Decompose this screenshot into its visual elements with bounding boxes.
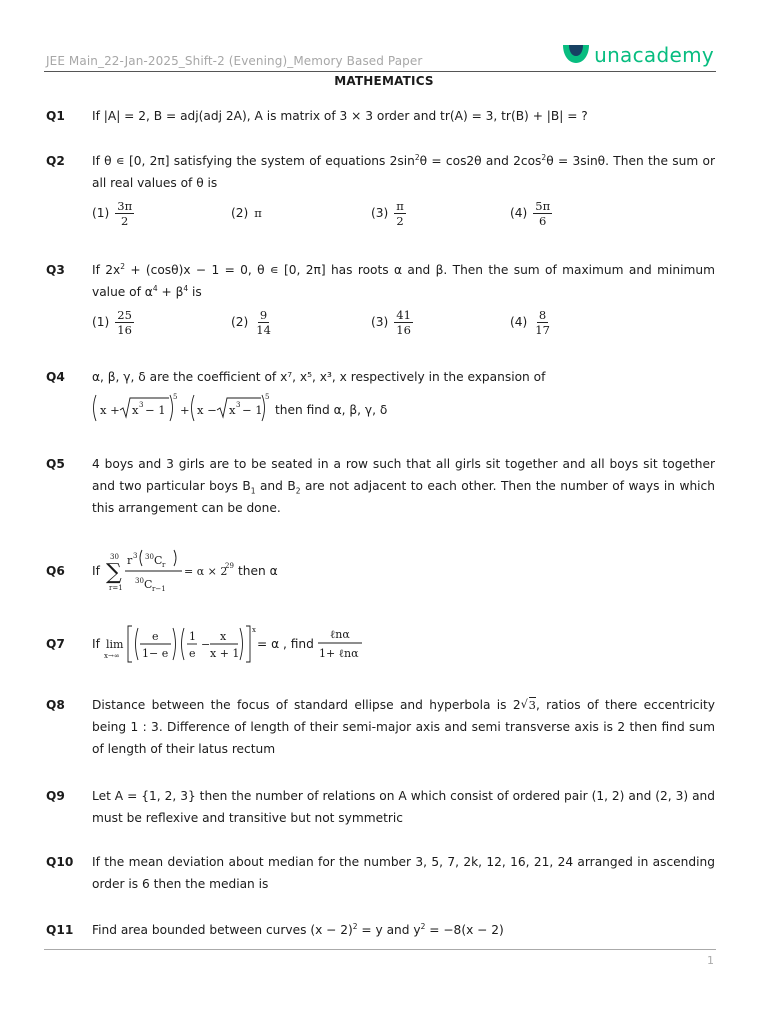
svg-text:∑: ∑	[106, 560, 122, 585]
question-6-tail: then α	[238, 564, 278, 578]
svg-text:3: 3	[133, 552, 138, 560]
option-2: (2) $\frac{9}{14}$	[231, 307, 271, 337]
svg-text:+: +	[180, 403, 190, 417]
footer-divider	[44, 949, 716, 950]
question-text: If	[92, 564, 100, 578]
svg-text:e: e	[152, 630, 159, 643]
question-number: Q3	[46, 263, 65, 277]
svg-text:ℓnα: ℓnα	[330, 628, 350, 641]
svg-text:x: x	[220, 630, 227, 643]
svg-text:C: C	[144, 578, 153, 591]
question-number: Q4	[46, 370, 65, 384]
svg-text:r: r	[162, 561, 166, 569]
option-3: (3) $\frac{41}{16}$	[371, 307, 411, 337]
question-text: Find area bounded between curves $(x - 2)^2 = y$ and $y^2 = -8(x - 2)$	[92, 921, 504, 937]
question-7-mid: = α , find	[257, 637, 314, 651]
svg-text:r−1: r−1	[152, 585, 166, 593]
option-2: (2) π	[231, 206, 262, 220]
svg-text:30: 30	[145, 553, 154, 561]
page-header	[44, 40, 716, 72]
svg-text:= α × 2: = α × 2	[184, 565, 228, 578]
question-text: Distance between the focus of standard ellipse and hyperbola is 2 √ 3, ratios of there eccentricity being 1 : 3. Difference of length of their semi-major axis and semi transverse axis is 2 then find sum of length of their latus rectum	[92, 694, 715, 760]
option-1: (1) $\frac{3\pi}{2}$	[92, 198, 133, 228]
page-number: 1	[707, 954, 714, 967]
options	[92, 305, 715, 339]
svg-text:e: e	[189, 647, 196, 660]
svg-text:5: 5	[173, 393, 178, 401]
question-text: α, β, γ, δ are the coefficient of x⁷, x⁵, x³, x respectively in the expansion of	[92, 370, 546, 384]
svg-text:1: 1	[189, 630, 196, 643]
log-fraction	[316, 624, 366, 664]
svg-text:x: x	[229, 403, 236, 417]
question-4-tail: then find α, β, γ, δ	[275, 403, 388, 417]
svg-text:x: x	[252, 626, 256, 634]
svg-text:x −: x −	[197, 403, 217, 417]
question-text: If θ ∊ [0, 2π] satisfying the system of equations $2\sin^2\theta = \cos 2\theta$ and $2\cos^2\theta = 3\sin\theta$. Then the sum or all real values of θ is (1) $\frac{3\pi}{2}$ (2) π (3) $\frac{\pi}{2}$ (4) $\frac{5\pi}{6}$	[92, 150, 715, 230]
svg-text:x: x	[132, 403, 139, 417]
option-4: (4) $\frac{8}{17}$	[510, 307, 550, 337]
sqrt-3: √ 3	[520, 697, 536, 712]
question-text: If |A| = 2, B = adj(adj 2A), A is matrix of 3 × 3 order and tr(A) = 3, tr(B) + |B| = ?	[92, 109, 588, 123]
svg-text:x + 1: x + 1	[210, 647, 240, 660]
unacademy-logo	[562, 42, 714, 68]
svg-text:−: −	[201, 638, 211, 651]
svg-text:lim: lim	[106, 638, 124, 651]
question-text: If	[92, 637, 100, 651]
svg-text:− 1: − 1	[145, 403, 166, 417]
unacademy-logo-icon	[562, 44, 590, 66]
question-text: Let A = {1, 2, 3} then the number of relations on A which consist of ordered pair (1, 2) and (2, 3) and must be reflexive and transitive but not symmetric	[92, 789, 715, 825]
svg-text:1+ ℓnα: 1+ ℓnα	[319, 647, 359, 660]
svg-text:29: 29	[225, 562, 234, 570]
option-4: (4) $\frac{5\pi}{6}$	[510, 198, 551, 228]
svg-text:r=1: r=1	[109, 584, 123, 592]
svg-text:1− e: 1− e	[142, 647, 169, 660]
question-text: If the mean deviation about median for the number 3, 5, 7, 2k, 12, 16, 21, 24 arranged in ascending order is 6 then the median is	[92, 855, 715, 891]
question-number: Q2	[46, 154, 65, 168]
option-3: (3) $\frac{\pi}{2}$	[371, 198, 404, 228]
svg-text:30: 30	[135, 577, 144, 585]
question-text: 4 boys and 3 girls are to be seated in a row such that all girls sit together and all boys sit together and two particular boys $B_1$ and $B_2$ are not adjacent to each other. Then the number of ways in which this arrangement can be done.	[92, 457, 715, 515]
binomial-expansion-expression	[90, 390, 280, 426]
brand-name: unacademy	[594, 43, 714, 67]
question-text: If $2x^2 + (\cos\theta)x - 1 = 0$, θ ∊ [0, 2π] has roots α and β. Then the sum of maximum and minimum value of $\alpha^4 + \beta^4$ is (1) $\frac{25}{16}$ (2) $\frac{9}{14}$ (3) $\frac{41}{16}$ (4) $\frac{8}{17}$	[92, 259, 715, 339]
question-number: Q5	[46, 457, 65, 471]
question-number: Q9	[46, 789, 65, 803]
subject-heading: MATHEMATICS	[334, 74, 434, 88]
option-1: (1) $\frac{25}{16}$	[92, 307, 132, 337]
limit-expression	[104, 622, 264, 666]
header-divider	[44, 71, 716, 72]
svg-text:r: r	[127, 554, 133, 567]
svg-text:3: 3	[139, 401, 144, 409]
question-number: Q11	[46, 923, 74, 937]
svg-text:− 1: − 1	[242, 403, 263, 417]
svg-text:C: C	[154, 554, 163, 567]
svg-text:5: 5	[265, 393, 270, 401]
svg-text:x→∞: x→∞	[104, 652, 120, 660]
question-number: Q8	[46, 698, 65, 712]
svg-text:30: 30	[110, 553, 119, 561]
options	[92, 196, 715, 230]
question-number: Q6	[46, 564, 65, 578]
question-number: Q1	[46, 109, 65, 123]
paper-title: JEE Main_22-Jan-2025_Shift-2 (Evening)_Memory Based Paper	[46, 54, 423, 68]
question-number: Q7	[46, 637, 65, 651]
question-number: Q10	[46, 855, 74, 869]
svg-text:x +: x +	[100, 403, 120, 417]
svg-text:3: 3	[236, 401, 241, 409]
